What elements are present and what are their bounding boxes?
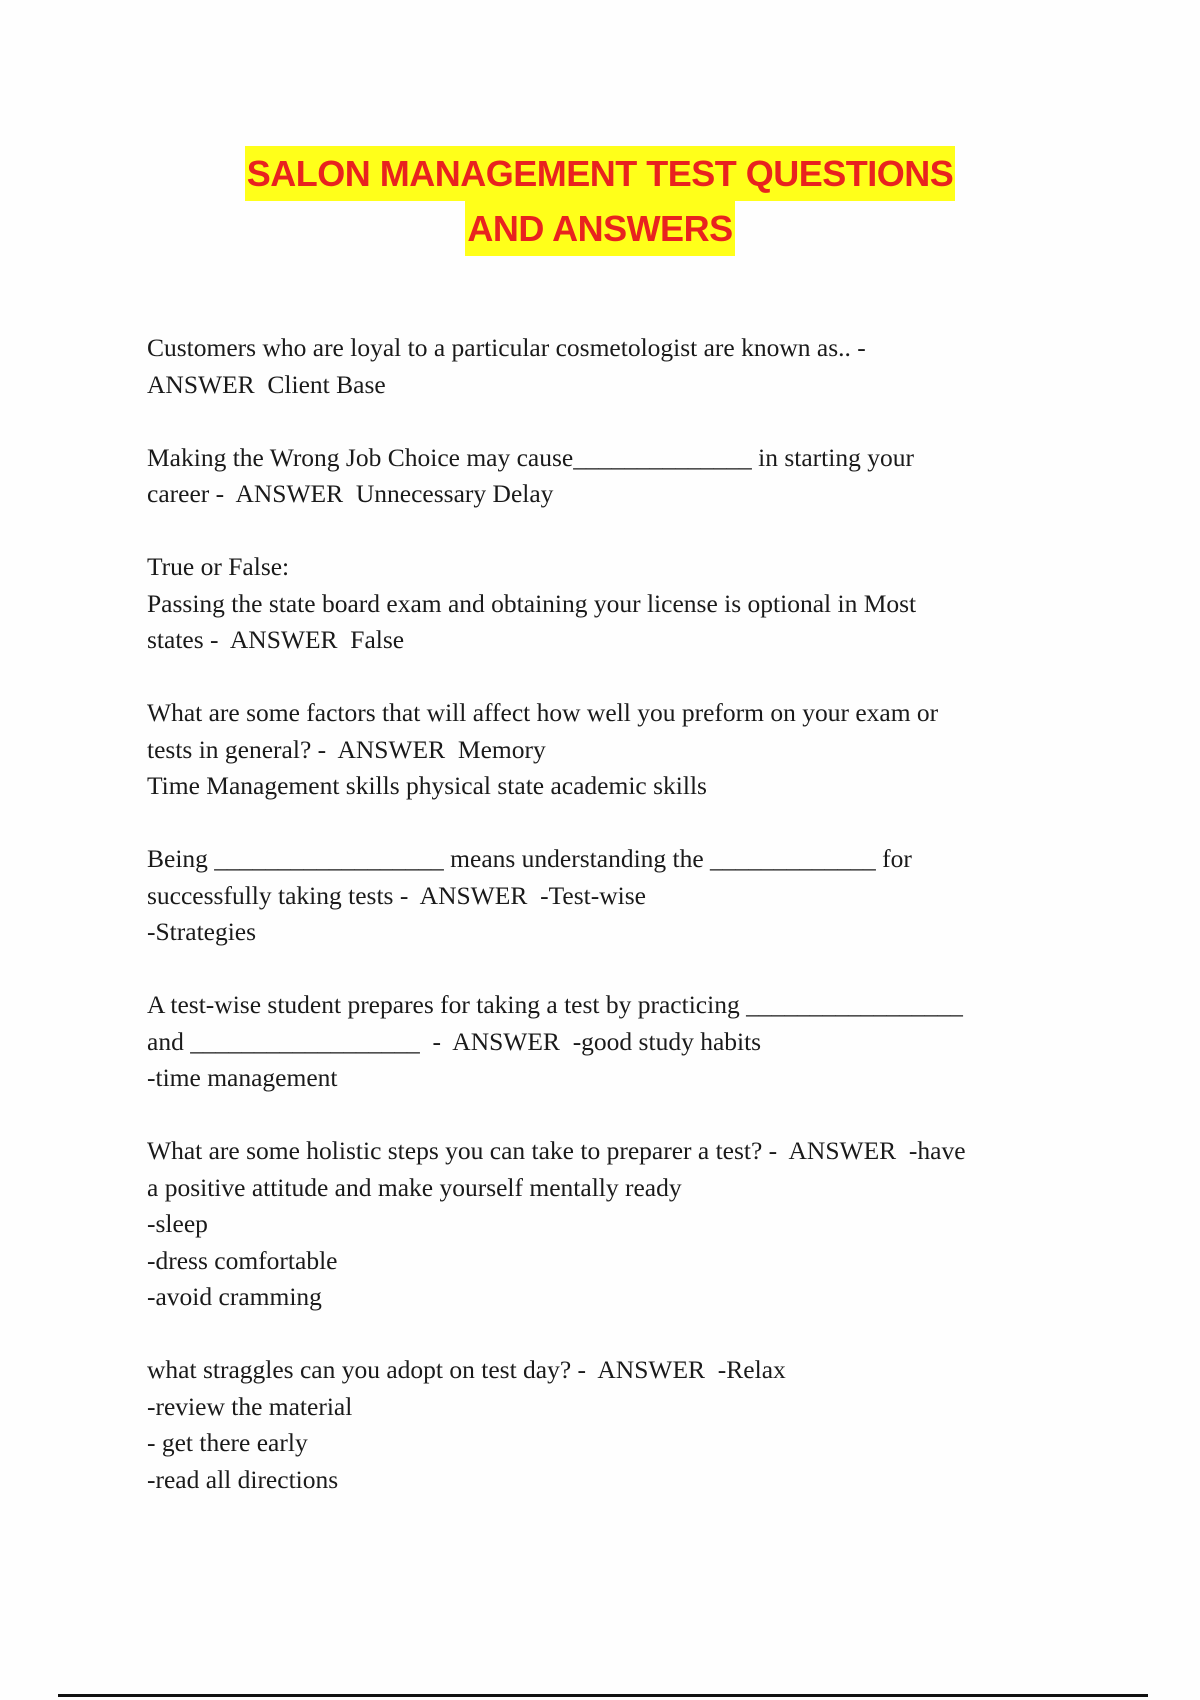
title-line-1: SALON MANAGEMENT TEST QUESTIONS: [245, 146, 956, 201]
qa-line: Customers who are loyal to a particular cosmetologist are known as.. -: [147, 333, 866, 362]
qa-line: -avoid cramming: [147, 1282, 322, 1311]
qa-line: -Strategies: [147, 917, 257, 946]
qa-line: tests in general? - ANSWER Memory: [147, 734, 546, 764]
qa-line: -dress comfortable: [147, 1245, 338, 1275]
qa-line: Passing the state board exam and obtaining your license is optional in Most: [147, 588, 917, 618]
qa-item: [147, 841, 1067, 951]
qa-item: [147, 987, 1067, 1097]
qa-line: states - ANSWER False: [147, 625, 405, 654]
qa-item: [147, 1352, 1067, 1498]
page-title: [0, 146, 1200, 256]
qa-line: -read all directions: [147, 1464, 339, 1494]
qa-line: -time management: [147, 1063, 338, 1092]
qa-line: Making the Wrong Job Choice may cause______________ in starting your: [147, 442, 914, 472]
qa-line: -review the material: [147, 1391, 353, 1421]
qa-line: career - ANSWER Unnecessary Delay: [147, 479, 554, 508]
qa-line: - get there early: [147, 1428, 308, 1457]
qa-item: [147, 695, 1067, 805]
qa-line: a positive attitude and make yourself mentally ready: [147, 1172, 682, 1202]
qa-line: True or False:: [147, 552, 290, 581]
qa-line: what straggles can you adopt on test day? - ANSWER -Relax: [147, 1355, 786, 1384]
bottom-divider: [58, 1694, 1148, 1697]
qa-item: [147, 330, 1067, 403]
qa-item: [147, 549, 1067, 659]
qa-line: Time Management skills physical state academic skills: [147, 771, 707, 800]
qa-list: [147, 330, 1067, 1535]
qa-line: Being __________________ means understanding the _____________ for: [147, 844, 912, 873]
qa-line: What are some holistic steps you can take to preparer a test? - ANSWER -have: [147, 1136, 966, 1165]
qa-line: ANSWER Client Base: [147, 369, 386, 399]
qa-line: and __________________ - ANSWER -good study habits: [147, 1026, 762, 1056]
qa-line: -sleep: [147, 1209, 208, 1238]
qa-item: [147, 440, 1067, 513]
qa-item: [147, 1133, 1067, 1316]
qa-line: successfully taking tests - ANSWER -Test-wise: [147, 880, 646, 910]
qa-line: What are some factors that will affect how well you preform on your exam or: [147, 698, 939, 727]
qa-line: A test-wise student prepares for taking a test by practicing _________________: [147, 990, 963, 1019]
title-line-2: AND ANSWERS: [465, 201, 734, 256]
